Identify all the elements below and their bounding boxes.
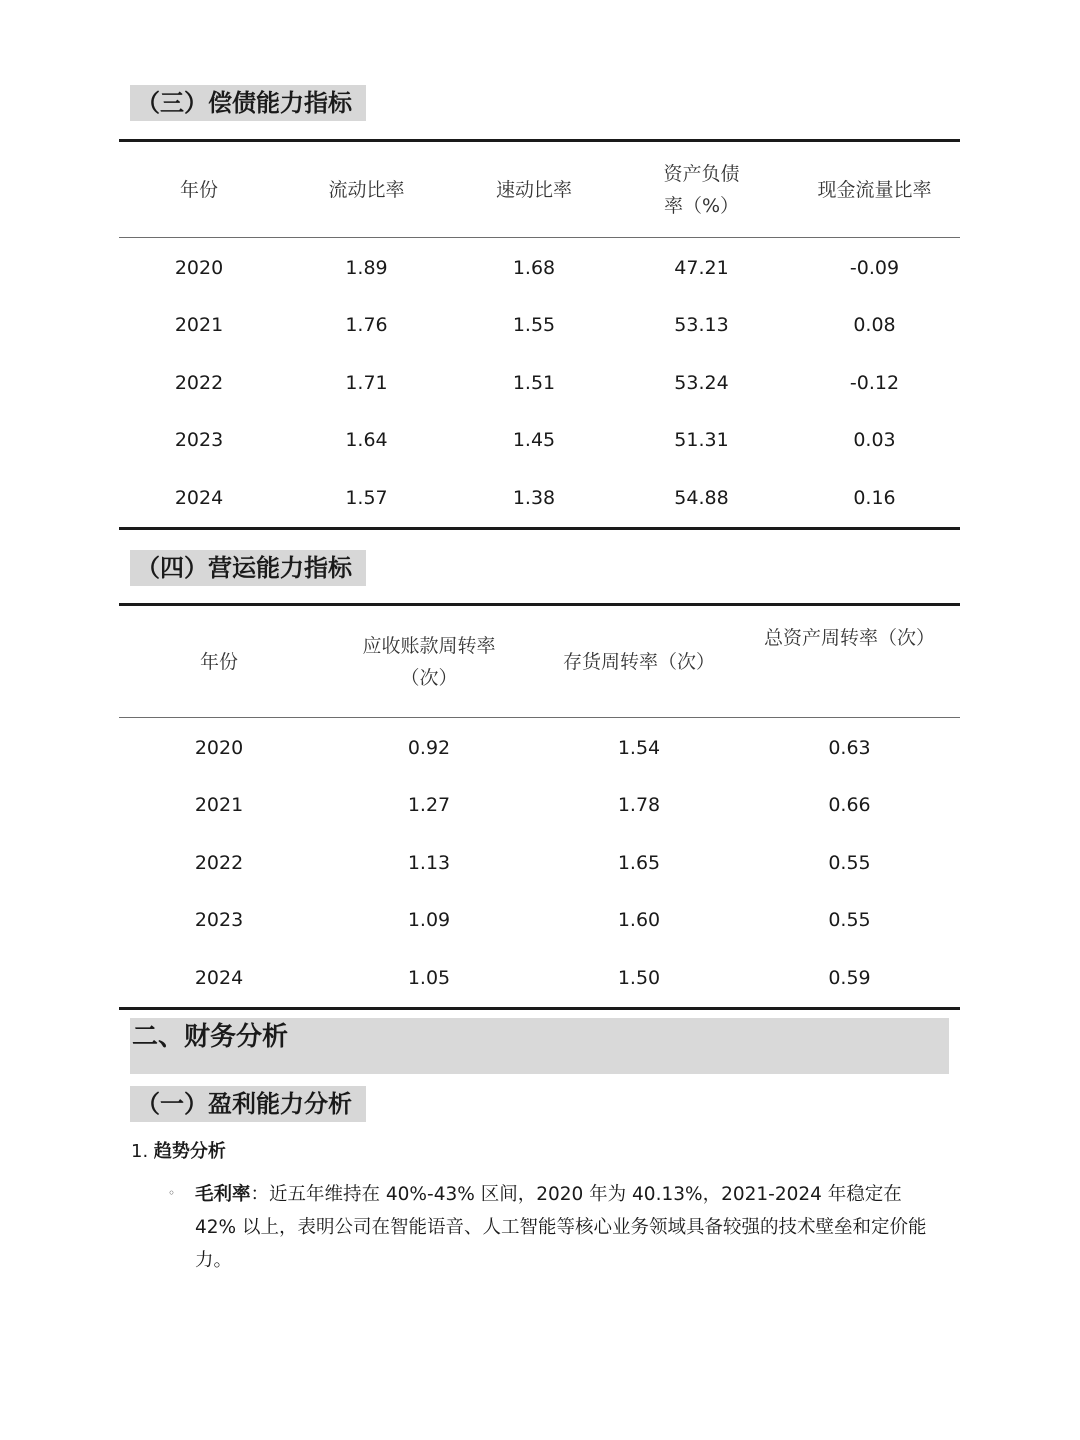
operating-table [119, 603, 960, 1010]
cell: 2020 [194, 736, 244, 759]
cell: 54.88 [674, 486, 729, 509]
cell: 1.76 [345, 314, 388, 337]
cell: 1.38 [512, 486, 556, 509]
cell: 1.51 [512, 371, 556, 394]
table-header-row [119, 141, 960, 238]
list-heading [131, 1138, 226, 1166]
operating-heading: （四）营运能力指标 [130, 550, 366, 586]
col-current-ratio: 流动比率 [328, 178, 405, 201]
profitability-heading: （一）盈利能力分析 [130, 1086, 366, 1122]
cell: -0.12 [849, 371, 900, 394]
cell: 2021 [174, 314, 224, 337]
table-row [119, 718, 960, 777]
cell: 1.71 [345, 371, 388, 394]
col-total-asset-turnover: 总资产周转率（次） [763, 627, 935, 649]
table-header-row [119, 605, 960, 718]
cell: 0.66 [828, 794, 871, 817]
table-row [119, 834, 960, 892]
table-row [119, 297, 960, 355]
cell: 1.50 [617, 966, 661, 989]
cell: 1.13 [407, 851, 451, 874]
cell: 2021 [194, 794, 244, 817]
cell: 0.63 [828, 736, 871, 759]
section-heading: 二、财务分析 [130, 1018, 949, 1074]
col-year: 年份 [179, 178, 218, 201]
cell: 2024 [194, 966, 244, 989]
cell: 1.89 [345, 256, 388, 279]
table-row [119, 949, 960, 1008]
cell: 0.92 [407, 736, 451, 759]
cell: 1.55 [512, 314, 556, 337]
cell: 1.05 [407, 966, 451, 989]
col-cashflow-ratio: 现金流量比率 [817, 178, 932, 201]
col-debt-ratio: 资产负债率（%） [663, 162, 740, 217]
cell: 0.03 [853, 429, 896, 452]
cell: 0.08 [853, 314, 896, 337]
col-quick-ratio: 速动比率 [495, 178, 572, 201]
table-row [119, 238, 960, 297]
solvency-table [119, 139, 960, 530]
list-title: 趋势分析 [153, 1141, 226, 1162]
cell: 1.78 [617, 794, 661, 817]
col-year: 年份 [199, 650, 238, 673]
table-row [119, 354, 960, 412]
cell: 1.64 [345, 429, 388, 452]
table-row [119, 892, 960, 950]
cell: 2023 [174, 429, 224, 452]
solvency-heading: （三）偿债能力指标 [130, 85, 366, 121]
cell: 2023 [194, 909, 244, 932]
bullet-icon: ◦ [168, 1186, 176, 1200]
cell: 47.21 [674, 256, 729, 279]
cell: 0.55 [828, 851, 871, 874]
col-inventory-turnover: 存货周转率（次） [562, 650, 715, 673]
cell: -0.09 [849, 256, 900, 279]
cell: 0.55 [828, 909, 871, 932]
item-text: ：近五年维持在 40%-43% 区间，2020 年为 40.13%，2021-2024 年稳定在 42% 以上，表明公司在智能语音、人工智能等核心业务领域具备较强的技术壁垒和定价能力。 [195, 1184, 927, 1271]
cell: 1.60 [617, 909, 661, 932]
cell: 2024 [174, 486, 224, 509]
cell: 1.54 [617, 736, 661, 759]
cell: 53.24 [674, 371, 729, 394]
cell: 53.13 [674, 314, 729, 337]
table-row [119, 412, 960, 470]
cell: 1.27 [407, 794, 451, 817]
list-item [195, 1178, 945, 1277]
col-receivables-turnover: 应收账款周转率（次） [362, 634, 496, 689]
cell: 1.09 [407, 909, 451, 932]
cell: 2022 [194, 851, 244, 874]
list-number: 1. [131, 1141, 149, 1162]
table-row [119, 777, 960, 835]
table-row [119, 469, 960, 528]
cell: 1.57 [345, 486, 388, 509]
cell: 0.59 [828, 966, 871, 989]
cell: 1.65 [617, 851, 661, 874]
cell: 1.45 [512, 429, 556, 452]
cell: 0.16 [853, 486, 896, 509]
cell: 2022 [174, 371, 224, 394]
item-term: 毛利率 [195, 1184, 251, 1205]
cell: 2020 [174, 256, 224, 279]
cell: 51.31 [674, 429, 729, 452]
cell: 1.68 [512, 256, 556, 279]
